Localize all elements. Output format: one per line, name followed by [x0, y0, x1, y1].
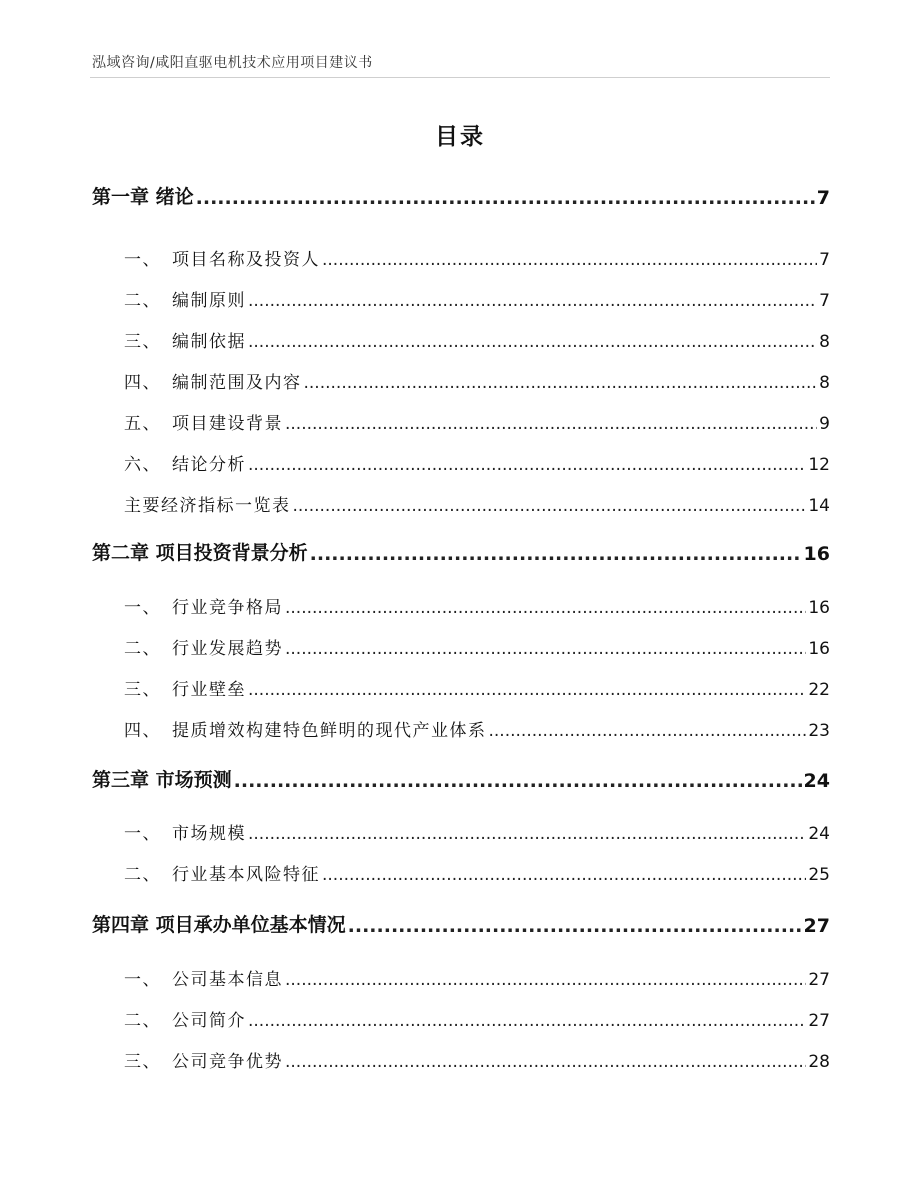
toc-entry-label: 二、 编制原则 [124, 291, 246, 311]
toc-page-number: 24 [808, 824, 830, 844]
toc-section-1-5[interactable] [92, 409, 830, 434]
toc-entry-label: 主要经济指标一览表 [124, 496, 291, 516]
dot-leader [248, 1011, 806, 1031]
toc-section-1-3[interactable] [92, 327, 830, 352]
toc-page-number: 9 [819, 414, 830, 434]
dot-leader [489, 721, 807, 741]
toc-chapter-4[interactable] [92, 910, 830, 937]
toc-entry-label: 一、 公司基本信息 [124, 970, 283, 990]
toc-entry-label: 三、 行业壁垒 [124, 680, 246, 700]
dot-leader [248, 291, 817, 311]
toc-page-number: 7 [816, 187, 830, 209]
dot-leader [234, 770, 802, 792]
toc-page-number: 24 [803, 770, 830, 792]
toc-page-number: 27 [808, 970, 830, 990]
toc-page-number: 27 [808, 1011, 830, 1031]
toc-entry-label: 三、 公司竞争优势 [124, 1052, 283, 1072]
toc-entry-label: 第二章 项目投资背景分析 [92, 542, 308, 564]
toc-page-number: 16 [808, 598, 830, 618]
toc-section-4-3[interactable] [92, 1047, 830, 1072]
toc-page-number: 12 [808, 455, 830, 475]
toc-page-number: 14 [808, 496, 830, 516]
dot-leader [248, 332, 817, 352]
toc-title: 目录 [435, 124, 485, 150]
toc-entry-label: 四、 编制范围及内容 [124, 373, 302, 393]
toc-section-1-2[interactable] [92, 286, 830, 311]
toc-chapter-3[interactable] [92, 765, 830, 792]
dot-leader [196, 187, 815, 209]
dot-leader [322, 250, 817, 270]
header-divider [90, 77, 830, 78]
toc-section-2-2[interactable] [92, 634, 830, 659]
toc-page-number: 16 [808, 639, 830, 659]
toc-chapter-1[interactable] [92, 182, 830, 209]
toc-section-1-6[interactable] [92, 450, 830, 475]
toc-section-1-7[interactable] [92, 491, 830, 516]
toc-section-1-1[interactable] [92, 245, 830, 270]
toc-entry-label: 一、 市场规模 [124, 824, 246, 844]
toc-section-3-1[interactable] [92, 819, 830, 844]
toc-entry-label: 一、 行业竞争格局 [124, 598, 283, 618]
toc-section-2-3[interactable] [92, 675, 830, 700]
toc-entry-label: 四、 提质增效构建特色鲜明的现代产业体系 [124, 721, 487, 741]
toc-section-4-2[interactable] [92, 1006, 830, 1031]
toc-section-2-1[interactable] [92, 593, 830, 618]
toc-entry-label: 三、 编制依据 [124, 332, 246, 352]
dot-leader [248, 455, 806, 475]
toc-page-number: 16 [803, 543, 830, 565]
toc-page-number: 8 [819, 373, 830, 393]
toc-entry-label: 二、 公司简介 [124, 1011, 246, 1031]
toc-page-number: 7 [819, 250, 830, 270]
toc-page-number: 7 [819, 291, 830, 311]
dot-leader [285, 414, 817, 434]
dot-leader [248, 824, 806, 844]
dot-leader [285, 639, 806, 659]
toc-entry-label: 五、 项目建设背景 [124, 414, 283, 434]
toc-entry-label: 第三章 市场预测 [92, 769, 232, 791]
toc-page-number: 25 [808, 865, 830, 885]
toc-page-number: 23 [808, 721, 830, 741]
toc-entry-label: 六、 结论分析 [124, 455, 246, 475]
toc-section-4-1[interactable] [92, 965, 830, 990]
dot-leader [248, 680, 806, 700]
toc-page-number: 8 [819, 332, 830, 352]
toc-section-3-2[interactable] [92, 860, 830, 885]
dot-leader [285, 1052, 806, 1072]
dot-leader [293, 496, 807, 516]
toc-entry-label: 第四章 项目承办单位基本情况 [92, 914, 346, 936]
dot-leader [285, 970, 806, 990]
toc-page-number: 28 [808, 1052, 830, 1072]
toc-entry-label: 二、 行业基本风险特征 [124, 865, 320, 885]
dot-leader [285, 598, 806, 618]
dot-leader [304, 373, 818, 393]
dot-leader [348, 915, 802, 937]
toc-entry-label: 二、 行业发展趋势 [124, 639, 283, 659]
toc-section-2-4[interactable] [92, 716, 830, 741]
toc-section-1-4[interactable] [92, 368, 830, 393]
dot-leader [310, 543, 802, 565]
dot-leader [322, 865, 806, 885]
toc-page-number: 27 [803, 915, 830, 937]
toc-entry-label: 一、 项目名称及投资人 [124, 250, 320, 270]
toc-page-number: 22 [808, 680, 830, 700]
running-header: 泓域咨询/咸阳直驱电机技术应用项目建议书 [92, 55, 373, 71]
toc-chapter-2[interactable] [92, 538, 830, 565]
toc-entry-label: 第一章 绪论 [92, 186, 194, 208]
